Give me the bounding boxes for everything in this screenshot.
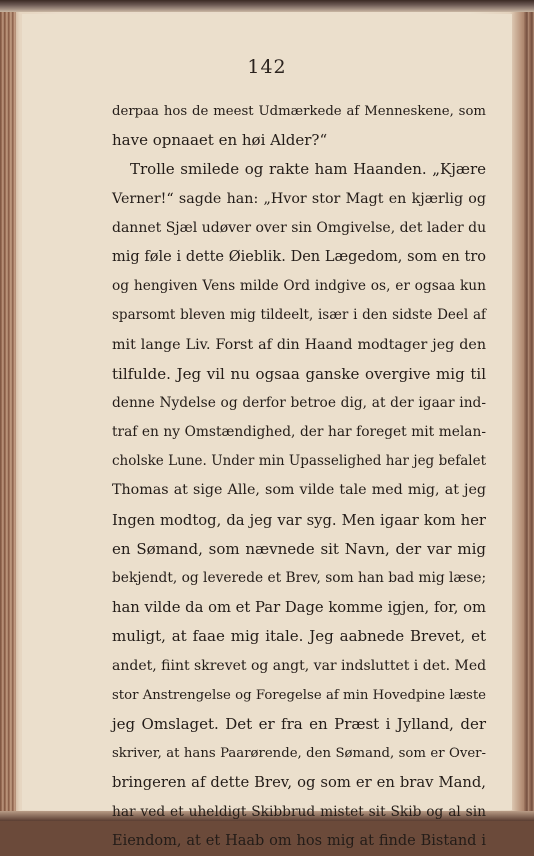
text-line: jeg Omslaget. Det er fra en Præst i Jylland, der [112, 714, 486, 733]
text-line: bringeren af dette Brev, og som er en brav Mand, [112, 774, 486, 792]
text-line: andet, fiint skrevet og angt, var indsluttet i det. Med [112, 657, 487, 674]
text-line: derpaa hos de meest Udmærkede af Menneskene, som [112, 104, 486, 119]
text-line: Eiendom, at et Haab om hos mig at finde Bistand i [112, 832, 486, 849]
text-line: dannet Sjæl udøver over sin Omgivelse, det lader du [112, 219, 487, 236]
text-line: cholske Lune. Under min Upasselighed har jeg befalet [112, 453, 486, 470]
text-line: Trolle smilede og rakte ham Haanden. „Kjære [130, 160, 486, 179]
text-line: muligt, at faae mig itale. Jeg aabnede Brevet, et [112, 627, 486, 646]
text-line: traf en ny Omstændighed, der har foreget mit melan- [112, 424, 486, 441]
body-text [112, 97, 486, 856]
text-line: have opnaaet en høi Alder?“ [112, 131, 328, 150]
text-line: sparsomt bleven mig tildeelt, især i den sidste Deel af [112, 307, 486, 324]
text-line: Verner!“ sagde han: „Hvor stor Magt en kjærlig og [112, 190, 486, 207]
text-line: han vilde da om et Par Dage komme igjen, for, om [112, 599, 486, 617]
page-number: 142 [247, 56, 287, 78]
text-line: denne Nydelse og derfor betroe dig, at der igaar ind- [112, 394, 486, 411]
text-line: Thomas at sige Alle, som vilde tale med mig, at jeg [112, 482, 486, 499]
text-line: Ingen modtog, da jeg var syg. Men igaar kom her [112, 511, 486, 529]
book-binding-edge [0, 0, 16, 821]
text-line: mig føle i dette Øieblik. Den Lægedom, som en tro [112, 248, 486, 265]
text-line: og hengiven Vens milde Ord indgive os, er ogsaa kun [112, 278, 486, 295]
text-line: skriver, at hans Paarørende, den Sømand, som er Over- [112, 746, 486, 762]
text-line: tilfulde. Jeg vil nu ogsaa ganske overgive mig til [112, 364, 486, 383]
text-line: en Sømand, som nævnede sit Navn, der var mig [112, 539, 486, 558]
page-stack-edge [524, 0, 534, 821]
text-line: stor Anstrengelse og Foregelse af min Hovedpine læste [112, 687, 486, 703]
top-scan-border [0, 0, 534, 12]
text-line: bekjendt, og leverede et Brev, som han bad mig læse; [112, 570, 487, 586]
text-line: har ved et uheldigt Skibbrud mistet sit Skib og al sin [112, 803, 486, 820]
text-line: mit lange Liv. Forst af din Haand modtager jeg den [112, 336, 486, 353]
